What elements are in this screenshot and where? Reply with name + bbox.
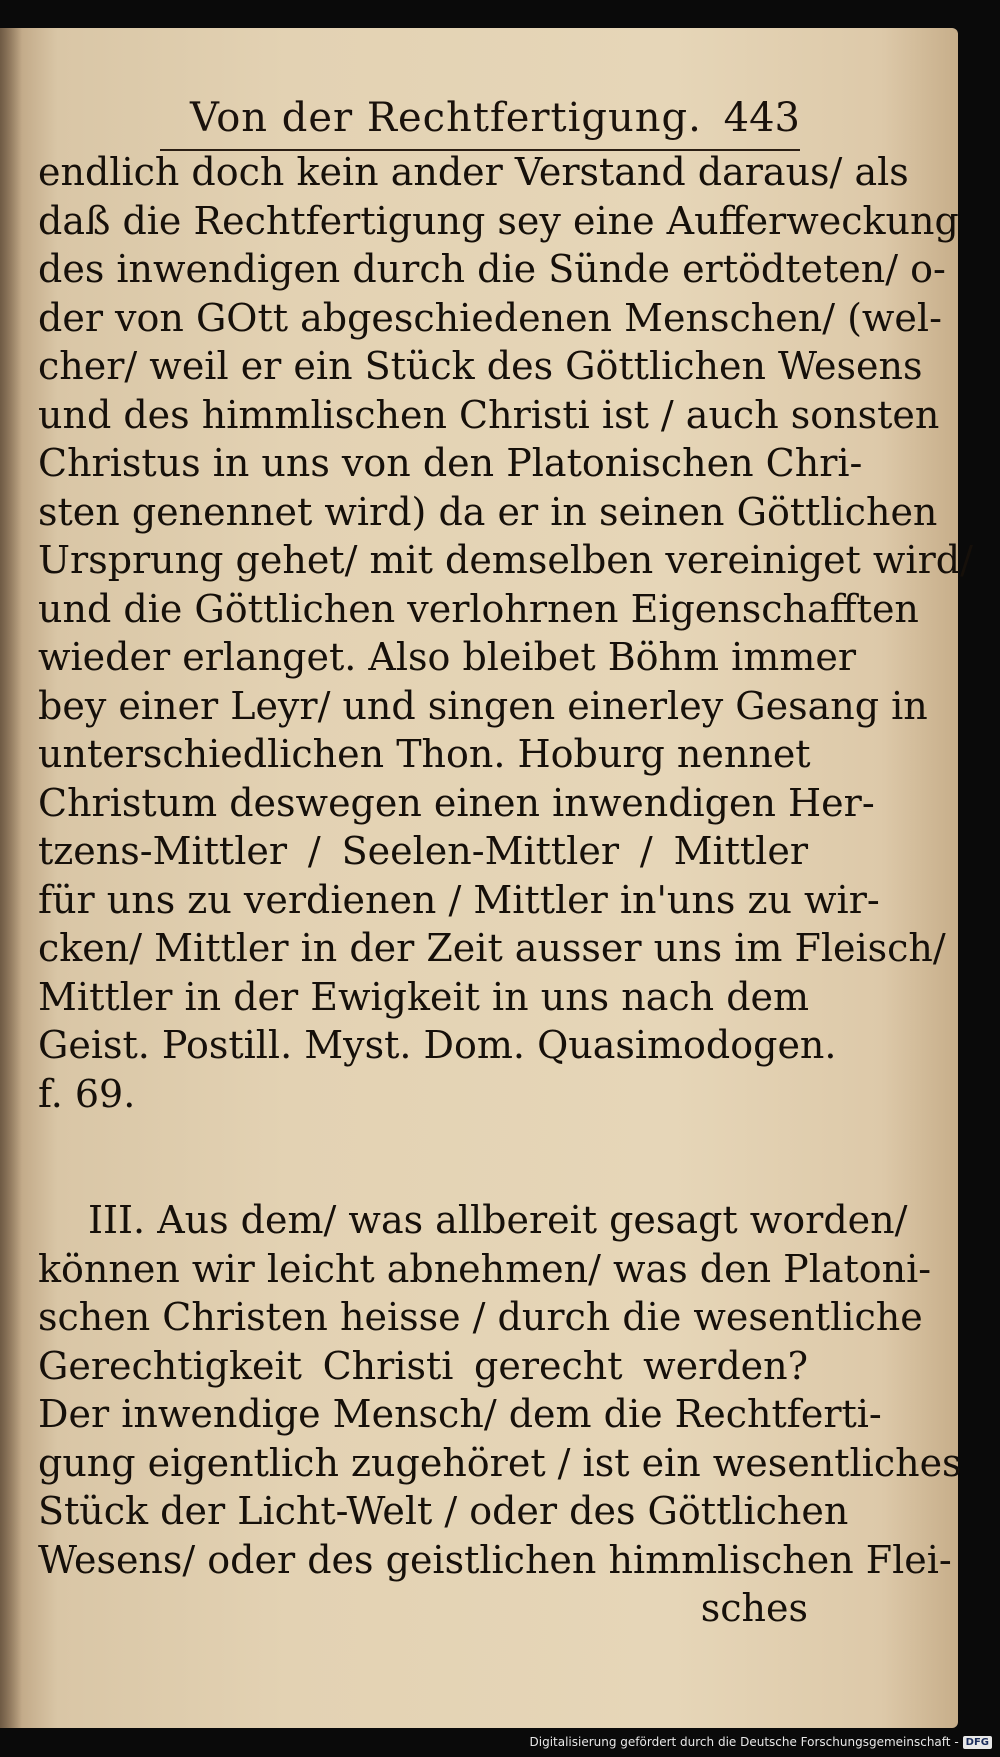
text-line: Christum deswegen einen inwendigen Her-	[38, 780, 875, 825]
text-line: tzens-Mittler / Seelen-Mittler / Mittler	[38, 829, 808, 873]
text-line: III. Aus dem/ was allbereit gesagt worden/	[88, 1198, 908, 1242]
text-line: sten genennet wird) da er in seinen Göttlichen	[38, 489, 938, 534]
text-line: gung eigentlich zugehöret / ist ein wesentliches	[38, 1440, 962, 1485]
text-line: Geist. Postill. Myst. Dom. Quasimodogen.	[38, 1023, 837, 1067]
funding-credit: Digitalisierung gefördert durch die Deutsche Forschungsgemeinschaft -	[529, 1735, 959, 1749]
text-line: cher/ weil er ein Stück des Göttlichen Wesens	[38, 344, 923, 388]
page-header	[160, 95, 800, 155]
text-line: für uns zu verdienen / Mittler in'uns zu wir-	[38, 877, 880, 922]
text-line: können wir leicht abnehmen/ was den Platoni-	[38, 1246, 932, 1291]
page-number: 443	[723, 95, 800, 141]
text-line: und des himmlischen Christi ist / auch sonsten	[38, 392, 940, 437]
text-line: Mittler in der Ewigkeit in uns nach dem	[38, 974, 810, 1019]
text-line: cken/ Mittler in der Zeit ausser uns im Fleisch/	[38, 926, 946, 970]
text-line: bey einer Leyr/ und singen einerley Gesang in	[38, 683, 928, 728]
paragraph-2	[38, 1196, 962, 1584]
digitization-footer	[530, 1735, 993, 1749]
text-line: endlich doch kein ander Verstand daraus/ als	[38, 150, 909, 194]
text-line: Stück der Licht-Welt / oder des Göttlichen	[38, 1489, 849, 1533]
catchword: sches	[700, 1586, 808, 1630]
text-line: Christus in uns von den Platonischen Chri-	[38, 441, 863, 485]
text-line: und die Göttlichen verlohrnen Eigenschafften	[38, 586, 919, 631]
text-line: des inwendigen durch die Sünde ertödteten/ o-	[38, 247, 946, 291]
page-gutter	[0, 28, 22, 1728]
text-line: wieder erlanget. Also bleibet Böhm immer	[38, 635, 857, 679]
text-line: daß die Rechtfertigung sey eine Aufferweckung	[38, 198, 959, 243]
text-line: unterschiedlichen Thon. Hoburg nennet	[38, 732, 811, 776]
text-line: Ursprung gehet/ mit demselben vereiniget wird/	[38, 538, 973, 582]
body-text	[38, 148, 973, 1633]
paragraph-1	[38, 148, 973, 1118]
text-line: Wesens/ oder des geistlichen himmlischen Flei-	[38, 1537, 952, 1582]
text-line: der von GOtt abgeschiedenen Menschen/ (wel-	[38, 295, 942, 340]
text-line: schen Christen heisse / durch die wesentliche	[38, 1295, 923, 1339]
text-line: Der inwendige Mensch/ dem die Rechtferti-	[38, 1392, 882, 1436]
text-line: Gerechtigkeit Christi gerecht werden?	[38, 1343, 808, 1388]
running-title: Von der Rechtfertigung.	[190, 95, 702, 141]
paragraph-gap	[38, 1118, 808, 1196]
text-line: f. 69.	[38, 1071, 136, 1116]
dfg-logo: DFG	[963, 1736, 992, 1749]
